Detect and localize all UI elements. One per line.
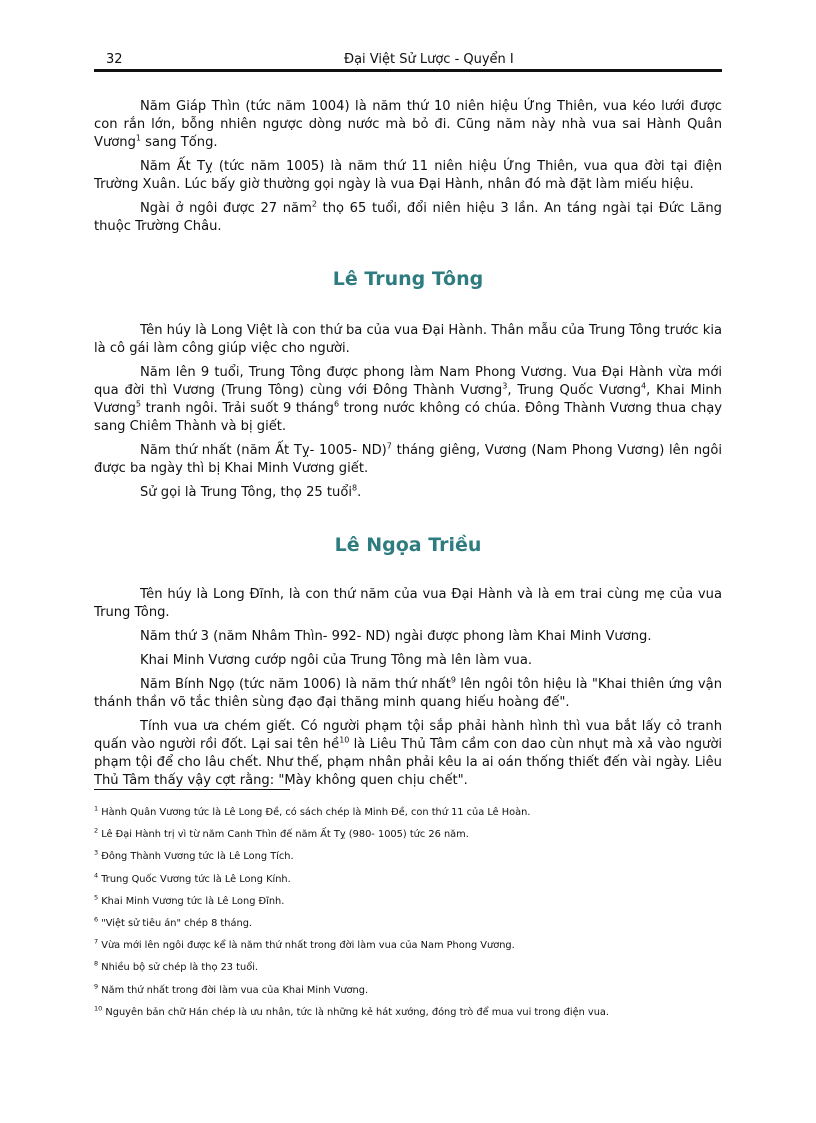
section-2-paragraphs [94,586,722,790]
footnotes [94,806,722,1028]
paragraph-text: , Khai Minh Vương [94,383,722,416]
footnote-text: Khai Minh Vương tức là Lê Long Đĩnh. [98,895,285,907]
footnote-text: Năm thứ nhất trong đời làm vua của Khai Minh Vương. [98,984,369,996]
paragraph [94,676,722,712]
paragraph-text: Năm thứ 3 (năm Nhâm Thìn- 992- ND) ngài được phong làm Khai Minh Vương. [140,629,652,644]
footnote [94,917,722,930]
footnote [94,984,722,997]
footnote-separator [94,789,290,790]
footnote-ref: 2 [311,199,317,209]
paragraph-text: Tính vua ưa chém giết. Có người phạm tội sắp phải hành hình thì vua bắt lấy cỏ tranh quấn vào người rồi đốt. Lại sai tên hề [94,719,722,752]
book-title: Đại Việt Sử Lược - Quyển I [344,52,514,67]
footnote-number: 8 [94,960,99,969]
paragraph [94,200,722,236]
paragraph-text: Năm thứ nhất (năm Ất Tỵ- 1005- ND) [140,443,387,458]
paragraph-text: lên ngôi tôn hiệu là "Khai thiên ứng vận thánh thần võ tắc thiên sùng đạo đại thăng minh quang hiếu hoàng đế". [94,677,722,710]
footnote-number: 7 [94,937,99,946]
section-heading-le-trung-tong: Lê Trung Tông [332,268,484,290]
footnote-ref: 4 [641,381,647,391]
page-number: 32 [106,52,123,67]
paragraph-text: . [357,485,362,500]
footnote-ref: 5 [135,399,141,409]
footnote-number: 3 [94,849,99,858]
footnote-text: Nhiều bộ sử chép là thọ 23 tuổi. [98,962,259,974]
paragraph [94,586,722,622]
paragraph-text: Năm Giáp Thìn (tức năm 1004) là năm thứ 10 niên hiệu Ứng Thiên, vua kéo lưới được con rắn lớn, bỗng nhiên ngược dòng nước mà bỏ đi. Cũng năm này nhà vua sai Hành Quân Vương [94,99,722,150]
paragraph-text: là Liêu Thủ Tâm cầm con dao cùn nhụt mà xả vào người phạm tội để cho lâu chết. Như thế, phạm nhân phải kêu la ai oán thống thiết đến vài ngày. Liêu Thủ Tâm thấy vậy cợt rằng: "Mày không quen chịu chết". [94,737,722,788]
paragraph-text: tranh ngôi. Trải suốt 9 tháng [140,401,334,416]
paragraph-text: Sử gọi là Trung Tông, thọ 25 tuổi [140,485,352,500]
footnote [94,873,722,886]
footnote-text: Vừa mới lên ngôi được kể là năm thứ nhất trong đời làm vua của Nam Phong Vương. [98,940,515,952]
paragraph-text: sang Tống. [140,135,218,150]
paragraph-text: Năm Ất Tỵ (tức năm 1005) là năm thứ 11 niên hiệu Ứng Thiên, vua qua đời tại điện Trường Xuân. Lúc bấy giờ thường gọi ngày là vua Đại Hành, nhân đó mà đặt làm miếu hiệu. [94,159,722,192]
paragraph [94,442,722,478]
footnote-ref: 7 [386,441,392,451]
footnote-number: 4 [94,871,99,880]
paragraph-text: Năm lên 9 tuổi, Trung Tông được phong làm Nam Phong Vương. Vua Đại Hành vừa mới qua đời thì Vương (Trung Tông) cùng với Đông Thành Vương [94,365,722,398]
footnote-ref: 6 [333,399,340,409]
paragraph [94,322,722,358]
main-content [94,98,722,796]
section-heading-le-ngoa-trieu: Lê Ngọa Triều [334,534,482,556]
footnote [94,961,722,974]
paragraph-text: Khai Minh Vương cướp ngôi của Trung Tông mà lên làm vua. [140,653,533,668]
paragraph [94,718,722,790]
footnote-number: 5 [94,893,99,902]
footnote [94,850,722,863]
footnote-text: "Việt sử tiêu án" chép 8 tháng. [98,917,253,929]
footnote [94,828,722,841]
footnote-number: 6 [94,915,99,924]
footnote-text: Nguyên bản chữ Hán chép là ưu nhân, tức là những kẻ hát xướng, đóng trò để mua vui trong điện vua. [102,1006,610,1018]
footnote [94,1006,722,1019]
page-header [94,50,722,68]
footnote-text: Hành Quân Vương tức là Lê Long Đề, có sách chép là Minh Đề, con thứ 11 của Lê Hoàn. [98,807,531,818]
footnote [94,806,722,819]
paragraph-text: Năm Bính Ngọ (tức năm 1006) là năm thứ nhất [140,677,451,692]
footnote-text: Trung Quốc Vương tức là Lê Long Kính. [98,873,291,885]
paragraph-text: Tên húy là Long Đĩnh, là con thứ năm của vua Đại Hành và là em trai cùng mẹ của vua Trung Tông. [94,587,722,620]
footnote-ref: 3 [502,381,508,391]
footnote-number: 10 [94,1004,103,1013]
paragraph-text: Tên húy là Long Việt là con thứ ba của vua Đại Hành. Thân mẫu của Trung Tông trước kia là cô gái làm công giúp việc cho người. [94,323,722,356]
paragraph [94,484,722,502]
intro-paragraphs [94,98,722,236]
footnote-ref: 10 [339,735,350,745]
footnote [94,939,722,952]
paragraph-text: , Trung Quốc Vương [507,383,642,398]
footnote-ref: 9 [450,675,456,685]
paragraph-text: trong nước không có chúa. Đông Thành Vương thua chạy sang Chiêm Thành và bị giết. [94,401,723,434]
paragraph-text: thọ 65 tuổi, đổi niên hiệu 3 lần. An táng ngài tại Đức Lăng thuộc Trường Châu. [94,201,722,234]
paragraph [94,98,722,152]
paragraph [94,628,722,646]
paragraph-text: tháng giêng, Vương (Nam Phong Vương) lên ngôi được ba ngày thì bị Khai Minh Vương giết. [94,443,722,476]
footnote-ref: 8 [352,483,358,493]
header-rule [94,69,722,72]
footnote-number: 1 [94,804,99,813]
section-1-paragraphs [94,322,722,502]
paragraph [94,652,722,670]
footnote-ref: 1 [135,133,141,143]
paragraph [94,364,722,436]
footnote-text: Lê Đại Hành trị vì từ năm Canh Thìn đế năm Ất Tỵ (980- 1005) tức 26 năm. [98,829,469,841]
footnote-text: Đông Thành Vương tức là Lê Long Tích. [98,851,294,863]
paragraph-text: Ngài ở ngôi được 27 năm [140,201,312,216]
footnote [94,895,722,908]
footnote-number: 9 [94,982,99,991]
footnote-number: 2 [94,826,99,835]
paragraph [94,158,722,194]
